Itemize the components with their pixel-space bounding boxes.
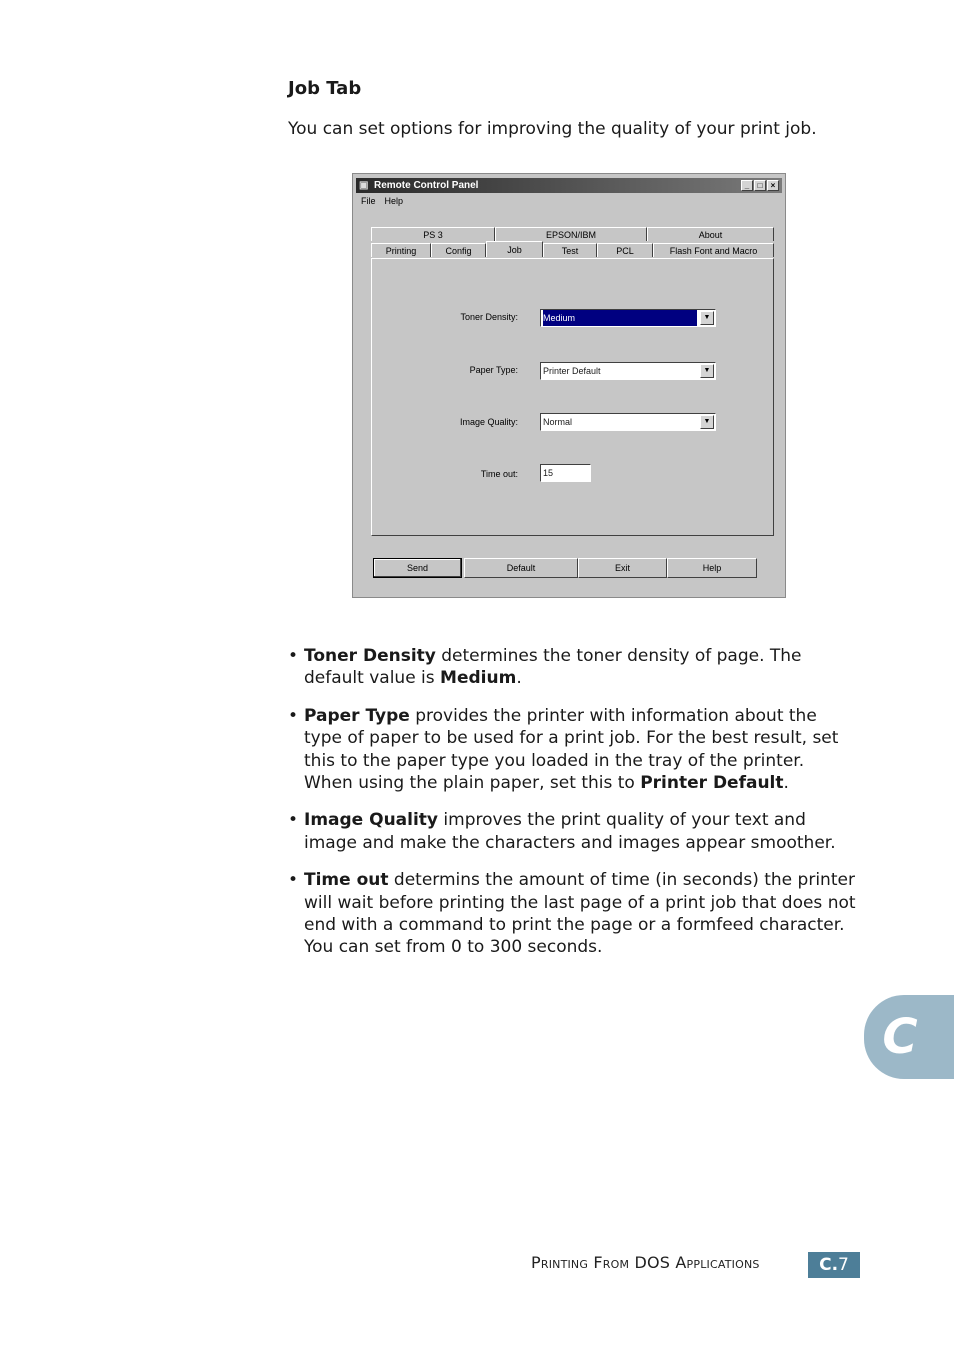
list-item (288, 869, 858, 959)
bullet-text: determines the toner density of page. The default value is (304, 646, 802, 689)
chevron-down-icon[interactable]: ▼ (700, 311, 714, 325)
default-button[interactable]: Default (464, 558, 578, 578)
bullet-term: Image Quality (304, 810, 439, 831)
tab-flash-font-macro[interactable]: Flash Font and Macro (653, 243, 774, 257)
tab-pcl[interactable]: PCL (597, 243, 653, 257)
tab-ps3[interactable]: PS 3 (371, 227, 495, 241)
bullet-strong: Printer Default (640, 773, 784, 794)
menu-help[interactable]: Help (384, 196, 404, 206)
tab-row-top (371, 227, 774, 241)
time-out-input[interactable]: 15 (540, 464, 591, 482)
chevron-down-icon[interactable]: ▼ (700, 415, 714, 429)
list-item (288, 705, 858, 795)
paper-type-label: Paper Type: (469, 365, 518, 375)
bullet-icon: • (288, 646, 299, 666)
tab-epson-ibm[interactable]: EPSON/IBM (495, 227, 647, 241)
bullet-strong: Medium (440, 668, 517, 689)
printer-app-icon: ▣ (359, 180, 369, 191)
paper-type-select[interactable] (540, 362, 716, 380)
bullet-icon: • (288, 810, 299, 831)
tab-row-bottom (371, 243, 774, 257)
job-tab-panel (371, 258, 774, 536)
list-item (288, 645, 858, 690)
bullet-end: . (516, 668, 522, 689)
tab-about[interactable]: About (647, 227, 774, 241)
bullet-term: Time out (304, 870, 389, 891)
bullet-end: . (783, 773, 789, 794)
chevron-down-icon[interactable]: ▼ (700, 364, 714, 378)
bullet-text: improves the print quality of your text and image and make the characters and images appear smoother. (304, 810, 836, 853)
menu-bar (361, 196, 403, 206)
tab-config[interactable]: Config (431, 243, 486, 257)
intro-paragraph: You can set options for improving the quality of your print job. (288, 119, 817, 139)
page-number: 7 (838, 1255, 849, 1275)
exit-button[interactable]: Exit (578, 558, 667, 578)
image-quality-value: Normal (543, 417, 573, 427)
menu-file[interactable]: File (361, 196, 376, 206)
minimize-icon[interactable]: _ (741, 180, 753, 191)
bullet-term: Paper Type (304, 705, 410, 726)
toner-density-select[interactable] (540, 309, 716, 327)
tab-test[interactable]: Test (543, 243, 597, 257)
send-button[interactable]: Send (373, 558, 462, 578)
image-quality-select[interactable] (540, 413, 716, 431)
close-icon[interactable]: × (767, 180, 779, 191)
page-prefix: C. (819, 1255, 839, 1275)
tab-job[interactable]: Job (486, 241, 543, 257)
chapter-tab (864, 995, 954, 1079)
toner-density-value: Medium (543, 310, 697, 326)
bullet-text: determins the amount of time (in seconds) the printer will wait before printing the last page of a print job that does not end with a command to print the page or a formfeed character. You can set from 0 to 300 seconds. (304, 870, 856, 958)
bullet-icon: • (288, 705, 299, 726)
remote-control-panel-window (352, 173, 786, 598)
section-heading: Job Tab (288, 78, 362, 99)
footer-title: Printing From DOS Applications (531, 1253, 760, 1272)
list-item (288, 809, 858, 854)
page-number-badge (808, 1252, 860, 1278)
title-bar (356, 178, 782, 193)
bullet-icon: • (288, 870, 299, 891)
toner-density-label: Toner Density: (460, 312, 518, 322)
option-descriptions (288, 645, 858, 974)
time-out-label: Time out: (480, 469, 518, 479)
help-button[interactable]: Help (667, 558, 757, 578)
chapter-letter: C (882, 1009, 918, 1065)
paper-type-value: Printer Default (543, 366, 601, 376)
bullet-text: provides the printer with information about the type of paper to be used for a print job. For the best result, set this to the paper type you loaded in the tray of the printer. When using the plain paper, set this to (304, 705, 839, 794)
tab-printing[interactable]: Printing (371, 243, 431, 257)
window-title: Remote Control Panel (374, 180, 479, 191)
image-quality-label: Image Quality: (459, 417, 518, 427)
bullet-term: Toner Density (304, 646, 436, 666)
maximize-icon[interactable]: □ (754, 180, 766, 191)
